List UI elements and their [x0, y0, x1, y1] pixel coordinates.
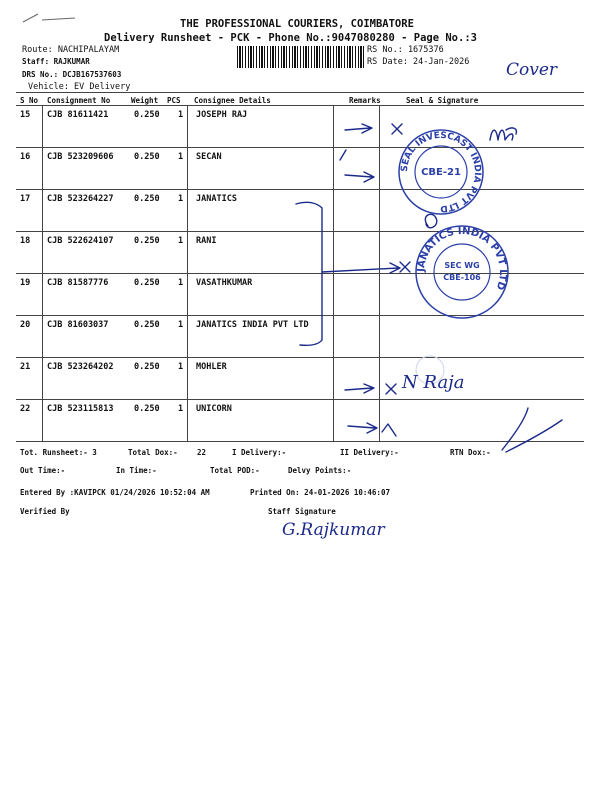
company-title: THE PROFESSIONAL COURIERS, COIMBATORE — [180, 18, 414, 30]
row-weight: 0.250 — [134, 194, 160, 204]
rs-date: RS Date: 24-Jan-2026 — [367, 57, 470, 67]
row-pcs: 1 — [178, 320, 184, 330]
row-consignment: CJB 523115813 — [47, 404, 114, 414]
bracket-icon — [296, 202, 322, 345]
row-sno: 21 — [20, 362, 31, 372]
row-consignee: SECAN — [196, 152, 222, 162]
row-pcs: 1 — [178, 194, 184, 204]
arrow-icon — [345, 172, 374, 182]
row-sno: 19 — [20, 278, 31, 288]
arrow-icon — [345, 124, 372, 133]
row-consignee: JANATICS — [196, 194, 237, 204]
row-consignment: CJB 523209606 — [47, 152, 114, 162]
row-sno: 17 — [20, 194, 31, 204]
row-weight: 0.250 — [134, 404, 160, 414]
out-time: Out Time:- — [20, 466, 66, 475]
ii-delivery: II Delivery:- — [340, 448, 399, 457]
rtn-signature-icon — [502, 408, 562, 452]
col-remarks: Remarks — [349, 96, 381, 105]
row-weight: 0.250 — [134, 110, 160, 120]
row-consignee: VASATHKUMAR — [196, 278, 253, 288]
row-consignment: CJB 523264227 — [47, 194, 114, 204]
row-consignment: CJB 81603037 — [47, 320, 109, 330]
loop-signature-icon — [425, 214, 437, 227]
col-seal: Seal & Signature — [406, 96, 479, 105]
delvy-points: Delvy Points:- — [288, 466, 352, 475]
row-consignee: RANI — [196, 236, 217, 246]
row-weight: 0.250 — [134, 320, 160, 330]
i-delivery: I Delivery:- — [232, 448, 287, 457]
arrow-icon — [345, 384, 374, 393]
row-sno: 20 — [20, 320, 31, 330]
row-sno: 16 — [20, 152, 31, 162]
printed-on: Printed On: 24-01-2026 10:46:07 — [250, 488, 390, 497]
janatics-seal-stamp — [416, 226, 508, 318]
vehicle-label: Vehicle: EV Delivery — [28, 82, 131, 92]
cross-mark-icon — [386, 384, 396, 394]
row-weight: 0.250 — [134, 362, 160, 372]
drs-label: DRS No.: DCJB167537603 — [22, 70, 122, 79]
staff-label: Staff: RAJKUMAR — [22, 57, 90, 66]
col-consignee: Consignee Details — [194, 96, 271, 105]
verified-by: Verified By — [20, 507, 70, 516]
row-consignee: JOSEPH RAJ — [196, 110, 248, 120]
row-consignee: MOHLER — [196, 362, 227, 372]
stamp1-center-text: CBE-21 — [421, 167, 461, 178]
row-consignment: CJB 81611421 — [47, 110, 109, 120]
row-pcs: 1 — [178, 236, 184, 246]
row-consignee: JANATICS INDIA PVT LTD — [196, 320, 309, 330]
handwritten-cover-note: Cover — [506, 60, 558, 80]
col-consignment: Consignment No — [47, 96, 111, 105]
tick-mark-icon — [382, 424, 396, 436]
row-sno: 18 — [20, 236, 31, 246]
row-pcs: 1 — [178, 362, 184, 372]
stamp2-ring-text: JANATICS INDIA PVT LTD — [415, 225, 509, 292]
stamp2-center-line1: SEC WG — [444, 261, 480, 270]
runsheet-subtitle: Delivery Runsheet - PCK - Phone No.:9047080280 - Page No.:3 — [104, 32, 477, 44]
invescast-seal-stamp — [399, 130, 483, 214]
row-pcs: 1 — [178, 278, 184, 288]
stamp1-ring-text: SEAL INVESCAST INDIA PVT LTD — [399, 130, 483, 214]
total-dox-value: 22 — [197, 448, 207, 457]
row-consignment: CJB 522624107 — [47, 236, 114, 246]
row21-handwritten-name: N Raja — [402, 372, 465, 393]
row-pcs: 1 — [178, 152, 184, 162]
col-weight: Weight — [131, 96, 159, 105]
col-sno: S No — [20, 96, 39, 105]
total-dox-label: Total Dox:- — [128, 448, 178, 457]
route-label: Route: NACHIPALAYAM — [22, 45, 120, 55]
col-pcs: PCS — [167, 96, 181, 105]
tick-mark-icon — [340, 150, 346, 160]
row-consignment: CJB 81587776 — [47, 278, 109, 288]
row-weight: 0.250 — [134, 278, 160, 288]
initials-signature-icon — [490, 128, 516, 140]
cross-mark-icon — [392, 124, 402, 134]
arrow-icon — [348, 423, 377, 433]
row-weight: 0.250 — [134, 152, 160, 162]
row-weight: 0.250 — [134, 236, 160, 246]
cross-mark-icon — [400, 262, 410, 272]
rtn-dox: RTN Dox:- — [450, 448, 491, 457]
arrow-icon — [322, 263, 400, 273]
row-sno: 22 — [20, 404, 31, 414]
row-pcs: 1 — [178, 110, 184, 120]
in-time: In Time:- — [116, 466, 157, 475]
total-pod: Total POD:- — [210, 466, 260, 475]
rs-number: RS No.: 1675376 — [367, 45, 444, 55]
row-sno: 15 — [20, 110, 31, 120]
tot-runsheet: Tot. Runsheet:- 3 — [20, 448, 97, 457]
staff-signature-handwriting: G.Rajkumar — [282, 520, 385, 540]
stamp2-center-line2: CBE-106 — [443, 273, 481, 282]
row-consignment: CJB 523264202 — [47, 362, 114, 372]
entered-by: Entered By :KAVIPCK 01/24/2026 10:52:04 AM — [20, 488, 210, 497]
staff-signature-label: Staff Signature — [268, 507, 336, 516]
row-pcs: 1 — [178, 404, 184, 414]
row-consignee: UNICORN — [196, 404, 232, 414]
